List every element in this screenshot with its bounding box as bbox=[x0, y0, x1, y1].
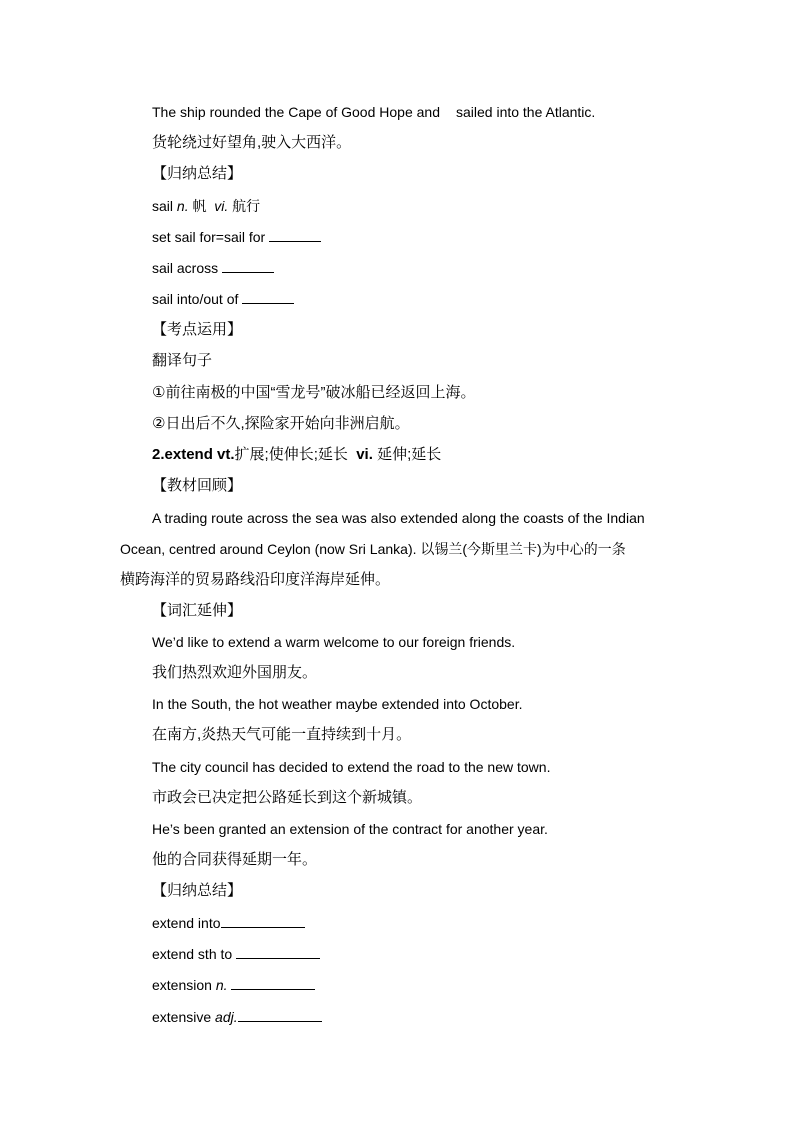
phrase-sail-across: sail across bbox=[152, 258, 274, 278]
vocab-example-1-zh: 我们热烈欢迎外国朋友。 bbox=[152, 664, 318, 681]
practice-subheading: 翻译句子 bbox=[152, 352, 213, 369]
answer-blank[interactable] bbox=[221, 913, 305, 928]
textbook-line-2: Ocean, centred around Ceylon (now Sri Lanka). 以锡兰(今斯里兰卡)为中心的一条 bbox=[120, 541, 626, 557]
practice-item-1: ①前往南极的中国“雪龙号”破冰船已经返回上海。 bbox=[152, 384, 476, 401]
phrase-set-sail-for: set sail for=sail for bbox=[152, 227, 321, 247]
example-sentence-zh: 货轮绕过好望角,驶入大西洋。 bbox=[152, 134, 352, 151]
vocab-example-3-en: The city council has decided to extend the road to the new town. bbox=[152, 759, 551, 775]
example-sentence-en-part1: The ship rounded the Cape of Good Hope and bbox=[152, 104, 440, 120]
vocab-example-2-en: In the South, the hot weather maybe extended into October. bbox=[152, 696, 523, 712]
phrase-extension: extension n. bbox=[152, 975, 315, 995]
textbook-line-3: 横跨海洋的贸易路线沿印度洋海岸延伸。 bbox=[120, 571, 391, 588]
phrase-extend-sth-to: extend sth to bbox=[152, 944, 320, 964]
phrase-extensive: extensive adj. bbox=[152, 1007, 322, 1027]
answer-blank[interactable] bbox=[222, 258, 274, 273]
answer-blank[interactable] bbox=[242, 289, 294, 304]
vocab-example-4-en: He’s been granted an extension of the contract for another year. bbox=[152, 821, 548, 837]
entry-title: 2.extend vt.扩展;使伸长;延长 vi. 延伸;延长 bbox=[152, 446, 442, 463]
vocab-heading: 【词汇延伸】 bbox=[152, 602, 243, 619]
vocab-example-3-zh: 市政会已决定把公路延长到这个新城镇。 bbox=[152, 789, 423, 806]
answer-blank[interactable] bbox=[269, 227, 321, 242]
practice-heading: 【考点运用】 bbox=[152, 321, 243, 338]
phrase-extend-into: extend into bbox=[152, 913, 305, 933]
vocab-example-2-zh: 在南方,炎热天气可能一直持续到十月。 bbox=[152, 726, 412, 743]
summary2-heading: 【归纳总结】 bbox=[152, 882, 243, 899]
vocab-example-4-zh: 他的合同获得延期一年。 bbox=[152, 851, 318, 868]
phrase-sail-into-out-of: sail into/out of bbox=[152, 289, 294, 309]
example-sentence-en bbox=[152, 102, 595, 122]
sail-definition: sail n. 帆 vi. 航行 bbox=[152, 198, 261, 214]
summary-heading: 【归纳总结】 bbox=[152, 165, 243, 182]
textbook-line-1: A trading route across the sea was also extended along the coasts of the Indian bbox=[152, 510, 645, 526]
answer-blank[interactable] bbox=[231, 975, 315, 990]
vocab-example-1-en: We’d like to extend a warm welcome to our foreign friends. bbox=[152, 634, 516, 650]
textbook-heading: 【教材回顾】 bbox=[152, 477, 243, 494]
example-sentence-en-part2: sailed into the Atlantic. bbox=[455, 104, 596, 120]
practice-item-2: ②日出后不久,探险家开始向非洲启航。 bbox=[152, 415, 410, 432]
answer-blank[interactable] bbox=[238, 1007, 322, 1022]
answer-blank[interactable] bbox=[236, 944, 320, 959]
